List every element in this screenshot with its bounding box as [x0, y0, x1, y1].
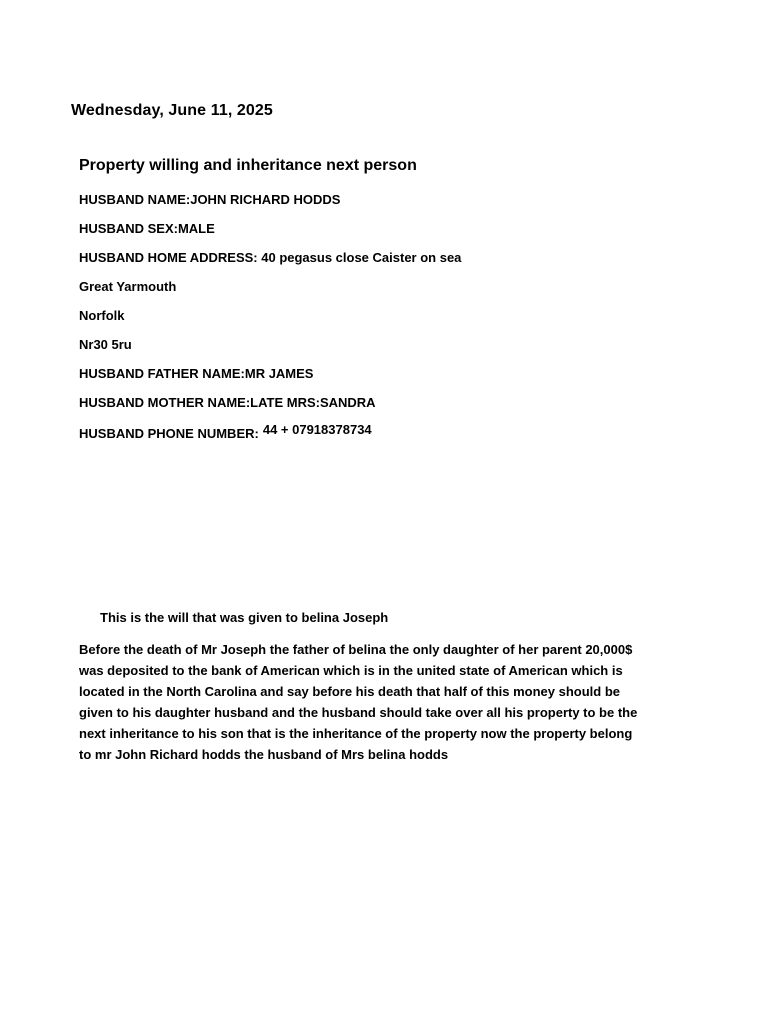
address-town-line: Great Yarmouth [79, 279, 177, 294]
will-body-line: next inheritance to his son that is the inheritance of the property now the property belong [79, 726, 633, 741]
husband-address-field: HUSBAND HOME ADDRESS: 40 pegasus close Caister on sea [79, 250, 462, 265]
address-county-line: Norfolk [79, 308, 125, 323]
will-body-line: was deposited to the bank of American which is in the united state of American which is [79, 663, 623, 678]
husband-father-field: HUSBAND FATHER NAME:MR JAMES [79, 366, 314, 381]
document-title: Property willing and inheritance next person [79, 157, 417, 174]
will-body-line: located in the North Carolina and say before his death that half of this money should be [79, 684, 621, 699]
husband-phone-value: 44 + 07918378734 [262, 422, 372, 437]
address-postcode-line: Nr30 5ru [79, 337, 132, 352]
will-heading: This is the will that was given to belina Joseph [100, 610, 389, 625]
husband-phone-label: HUSBAND PHONE NUMBER: [79, 426, 259, 441]
husband-name-field: HUSBAND NAME:JOHN RICHARD HODDS [79, 192, 341, 207]
will-body-line: Before the death of Mr Joseph the father of belina the only daughter of her parent 20,000$ [79, 642, 633, 657]
will-body-line: given to his daughter husband and the husband should take over all his property to be the [79, 705, 638, 720]
will-body-line: to mr John Richard hodds the husband of Mrs belina hodds [79, 747, 449, 762]
husband-sex-field: HUSBAND SEX:MALE [79, 221, 215, 236]
husband-mother-field: HUSBAND MOTHER NAME:LATE MRS:SANDRA [79, 395, 376, 410]
page-date: Wednesday, June 11, 2025 [71, 102, 273, 119]
will-body [79, 639, 719, 765]
husband-phone-field [79, 422, 372, 441]
